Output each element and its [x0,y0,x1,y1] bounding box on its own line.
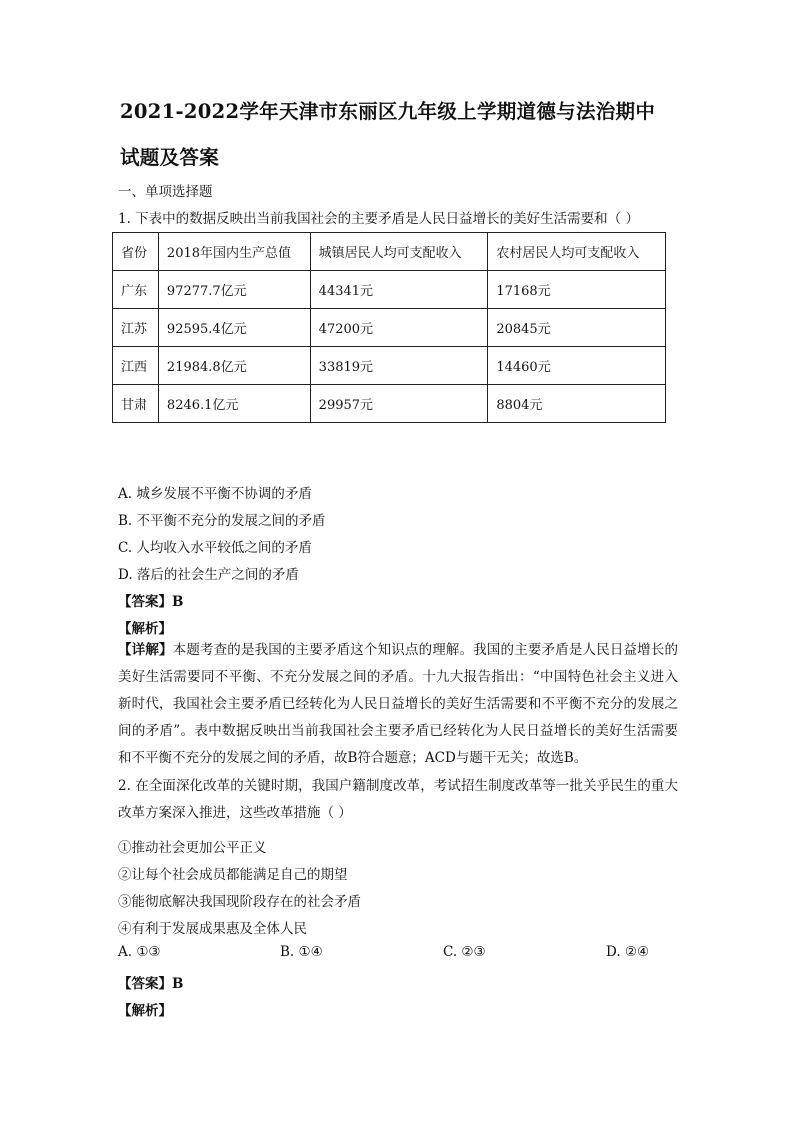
q1-option-d: D. 落后的社会生产之间的矛盾 [118,567,299,583]
question-2-stem: 2. 在全面深化改革的关键时期，我国户籍制度改革，考试招生制度改革等一批关乎民生的重大改革方案深入推进，这些改革措施（ ） [118,778,678,821]
q2-choice-b: B. ①④ [280,944,323,960]
table-cell: 33819元 [310,347,488,385]
table-header-cell: 省份 [113,233,159,271]
table-cell: 20845元 [488,309,666,347]
table-header-cell: 城镇居民人均可支配收入 [310,233,488,271]
table-cell: 17168元 [488,271,666,309]
q2-choice-c: C. ②③ [443,944,486,960]
q1-analysis-label: 【解析】 [118,621,172,637]
q2-analysis-label: 【解析】 [118,1003,172,1019]
q1-option-b: B. 不平衡不充分的发展之间的矛盾 [118,513,326,529]
table-row [113,385,666,423]
detail-text: 本题考查的是我国的主要矛盾这个知识点的理解。我国的主要矛盾是人民日益增长的美好生活需要同不平衡、不充分发展之间的矛盾。十九大报告指出：“中国特色社会主义进入新时代，我国社会主要矛盾已经转化为人民日益增长的美好生活需要和不平衡不充分的发展之间的矛盾”。表中数据反映出当前我国社会主要矛盾已经转化为人民日益增长的美好生活需要和不平衡不充分的发展之间的矛盾，故B符合题意；ACD与题干无关；故选B。 [118,642,679,766]
table-cell: 14460元 [488,347,666,385]
table-cell: 21984.8亿元 [158,347,310,385]
q2-answer: 【答案】B [118,976,184,992]
table-header-cell: 2018年国内生产总值 [158,233,310,271]
gdp-income-table [112,232,666,423]
question-1-stem: 1. 下表中的数据反映出当前我国社会的主要矛盾是人民日益增长的美好生活需要和（ ） [118,211,639,227]
table-row [113,309,666,347]
table-row [113,271,666,309]
document-title-line-1: 2021-2022学年天津市东丽区九年级上学期道德与法治期中 [120,100,656,123]
table-cell: 92595.4亿元 [158,309,310,347]
table-cell: 29957元 [310,385,488,423]
q2-item-4: ④有利于发展成果惠及全体人民 [118,921,307,937]
table-cell: 江苏 [113,309,159,347]
q2-item-2: ②让每个社会成员都能满足自己的期望 [118,867,348,883]
section-heading: 一、单项选择题 [118,184,213,200]
table-cell: 44341元 [310,271,488,309]
detail-tag: 【详解】 [118,642,173,658]
table-cell: 甘肃 [113,385,159,423]
table-cell: 97277.7亿元 [158,271,310,309]
q2-item-3: ③能彻底解决我国现阶段存在的社会矛盾 [118,894,361,910]
q1-option-a: A. 城乡发展不平衡不协调的矛盾 [118,486,312,502]
table-cell: 8804元 [488,385,666,423]
table-cell: 47200元 [310,309,488,347]
q2-choice-d: D. ②④ [606,944,650,960]
table-row [113,347,666,385]
document-title-line-2: 试题及答案 [120,146,220,169]
table-cell: 8246.1亿元 [158,385,310,423]
q2-item-1: ①推动社会更加公平正义 [118,840,267,856]
table-header-row [113,233,666,271]
q1-answer: 【答案】B [118,594,184,610]
table-cell: 江西 [113,347,159,385]
table-header-cell: 农村居民人均可支配收入 [488,233,666,271]
q1-detail-paragraph [118,637,678,772]
q1-option-c: C. 人均收入水平较低之间的矛盾 [118,540,312,556]
table-cell: 广东 [113,271,159,309]
q2-choice-a: A. ①③ [118,944,161,960]
